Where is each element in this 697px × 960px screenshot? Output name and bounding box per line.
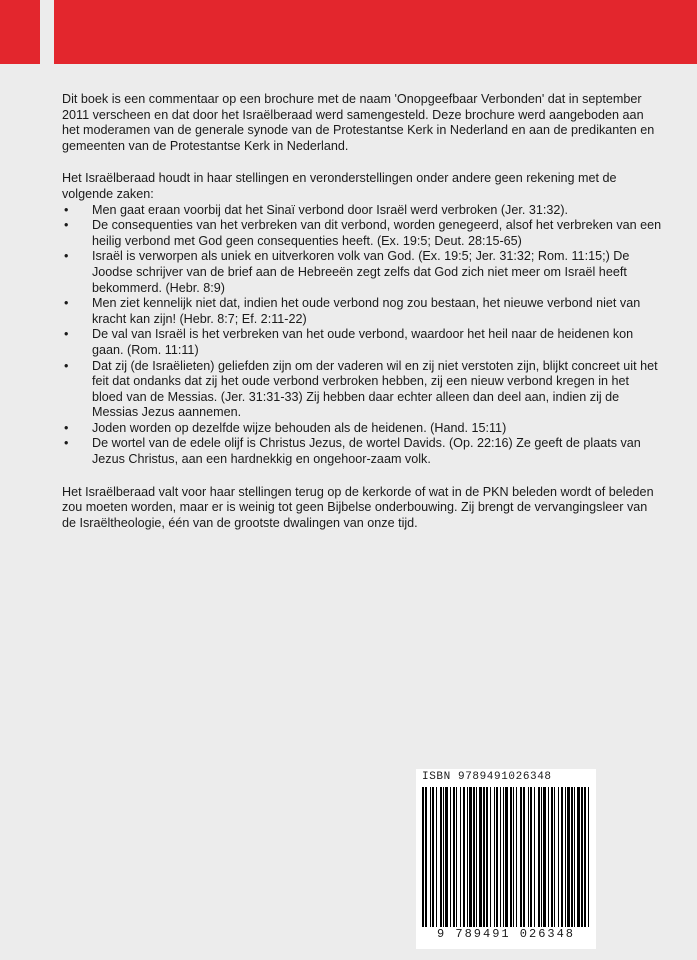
bullet-icon: • (64, 358, 69, 373)
barcode-bar (588, 787, 589, 935)
bullet-icon: • (64, 202, 69, 217)
list-item: • Men gaat eraan voorbij dat het Sinaï verbond door Israël werd verbroken (Jer. 31:32). (64, 202, 569, 217)
closing-paragraph: Het Israëlberaad valt voor haar stellingen terug op de kerkorde of wat in de PKN beleden wordt of beleden zou moeten worden, maar er is weinig tot geen Bijbelse onderbouwing. Zij brengt de vervangingsleer van de Israëltheologie, één van de grootste dwalingen van onze tijd. (62, 484, 654, 530)
barcode-bar (453, 787, 455, 935)
isbn-digits: 9 789491 026348 (420, 927, 592, 945)
barcode-bar (523, 787, 525, 935)
barcode-bar (432, 787, 434, 935)
barcode-bar (574, 787, 575, 935)
barcode-bar (443, 787, 444, 935)
barcode-bar (450, 787, 451, 935)
barcode-bar (496, 787, 498, 935)
barcode-bar (422, 787, 424, 935)
barcode-bar (567, 787, 570, 935)
barcode-bar (528, 787, 529, 935)
barcode-bar (510, 787, 512, 935)
bullet-icon: • (64, 420, 69, 435)
barcode-bar (538, 787, 540, 935)
barcode-bar (554, 787, 555, 935)
barcode-bar (577, 787, 580, 935)
points-list (62, 203, 662, 468)
bullet-icon: • (64, 436, 69, 451)
intro-paragraph: Dit boek is een commentaar op een brochure met de naam 'Onopgeefbaar Verbonden' dat in september 2011 verscheen en dat door het Israëlberaad werd samengesteld. Deze brochure werd aangeboden aan het moderamen van de generale synode van de Protestantse Kerk in Nederland en aan de predikanten en gemeenten van de Protestantse Kerk in Nederland. (62, 92, 655, 153)
barcode-bar (430, 787, 431, 935)
barcode-bar (548, 787, 549, 935)
barcode-bar (558, 787, 559, 935)
barcode-bar (460, 787, 461, 935)
barcode-bar (469, 787, 472, 935)
list-item: • De wortel van de edele olijf is Christus Jezus, de wortel Davids. (Op. 22:16) Ze geeft de plaats van Jezus Christus, aan een hardnekkig en ongehoor-zaam volk. (64, 436, 641, 467)
barcode-bar (463, 787, 465, 935)
barcode-bar (456, 787, 457, 935)
barcode-bar (483, 787, 485, 935)
barcode-bar (551, 787, 553, 935)
isbn-label: ISBN 9789491026348 (422, 771, 552, 783)
barcode-bar (541, 787, 542, 935)
list-item: • De consequenties van het verbreken van dit verbond, worden genegeerd, alsof het verbreken van een heilig verbond met God geen consequenties heeft. (Ex. 19:5; Deut. 28:15-65) (64, 218, 662, 248)
barcode-bar (530, 787, 532, 935)
barcode-bar (534, 787, 535, 935)
barcode-bar (500, 787, 501, 935)
barcode-bar (584, 787, 586, 935)
red-band-main (54, 0, 697, 64)
barcode-bars (420, 787, 592, 935)
barcode-bar (543, 787, 546, 935)
bullet-icon: • (64, 327, 69, 342)
barcode-bar (486, 787, 488, 935)
red-band-left (0, 0, 40, 64)
barcode-bar (436, 787, 437, 935)
barcode-bar (505, 787, 508, 935)
list-item: • Men ziet kennelijk niet dat, indien het oude verbond nog zou bestaan, het nieuwe verbond niet van kracht kan zijn! (Hebr. 8:7; Ef. 2:11-22) (64, 296, 641, 326)
bullet-icon: • (64, 218, 69, 233)
barcode-bar (490, 787, 491, 935)
barcode-bar (503, 787, 504, 935)
bullet-icon: • (64, 296, 69, 311)
bullet-icon: • (64, 249, 69, 264)
barcode-bar (425, 787, 427, 935)
barcode-bar (561, 787, 563, 935)
barcode-bar (520, 787, 522, 935)
barcode-bar (581, 787, 583, 935)
barcode-bar (494, 787, 495, 935)
list-item: • De val van Israël is het verbreken van het oude verbond, waardoor het heil naar de heidenen kon gaan. (Rom. 11:11) (64, 327, 634, 357)
list-item: • Joden worden op dezelfde wijze behouden als de heidenen. (Hand. 15:11) (64, 420, 507, 435)
barcode-bar (467, 787, 468, 935)
back-cover-text (62, 92, 662, 531)
barcode-bar (445, 787, 448, 935)
barcode-bar (476, 787, 477, 935)
isbn-barcode (416, 769, 596, 949)
list-item: • Israël is verworpen als uniek en uitverkoren volk van God. (Ex. 19:5; Jer. 31:32; Rom. 11:15;) De Joodse schrijver van de brief aan de Hebreeën zegt zelfs dat God zich niet meer om Israël heeft bekommerd. (Hebr. 8:9) (64, 249, 630, 295)
points-intro: Het Israëlberaad houdt in haar stellingen en veronderstellingen onder andere geen rekening met de volgende zaken: (62, 171, 617, 201)
barcode-bar (473, 787, 475, 935)
barcode-bar (479, 787, 482, 935)
barcode-bar (440, 787, 442, 935)
list-item: • Dat zij (de Israëlieten) geliefden zijn om der vaderen wil en zij niet verstoten zijn, blijkt concreet uit het feit dat ondanks dat zij het oude verbond verbroken hebben, zij een nieuw verbond kregen in het bloed van de Messias. (Jer. 31:31-33) Zij hebben daar echter alleen dan deel aan, indien zij de Messias Jezus aannemen. (64, 358, 658, 420)
barcode-bar (571, 787, 573, 935)
barcode-bar (516, 787, 517, 935)
barcode-bar (565, 787, 566, 935)
barcode-bar (513, 787, 514, 935)
